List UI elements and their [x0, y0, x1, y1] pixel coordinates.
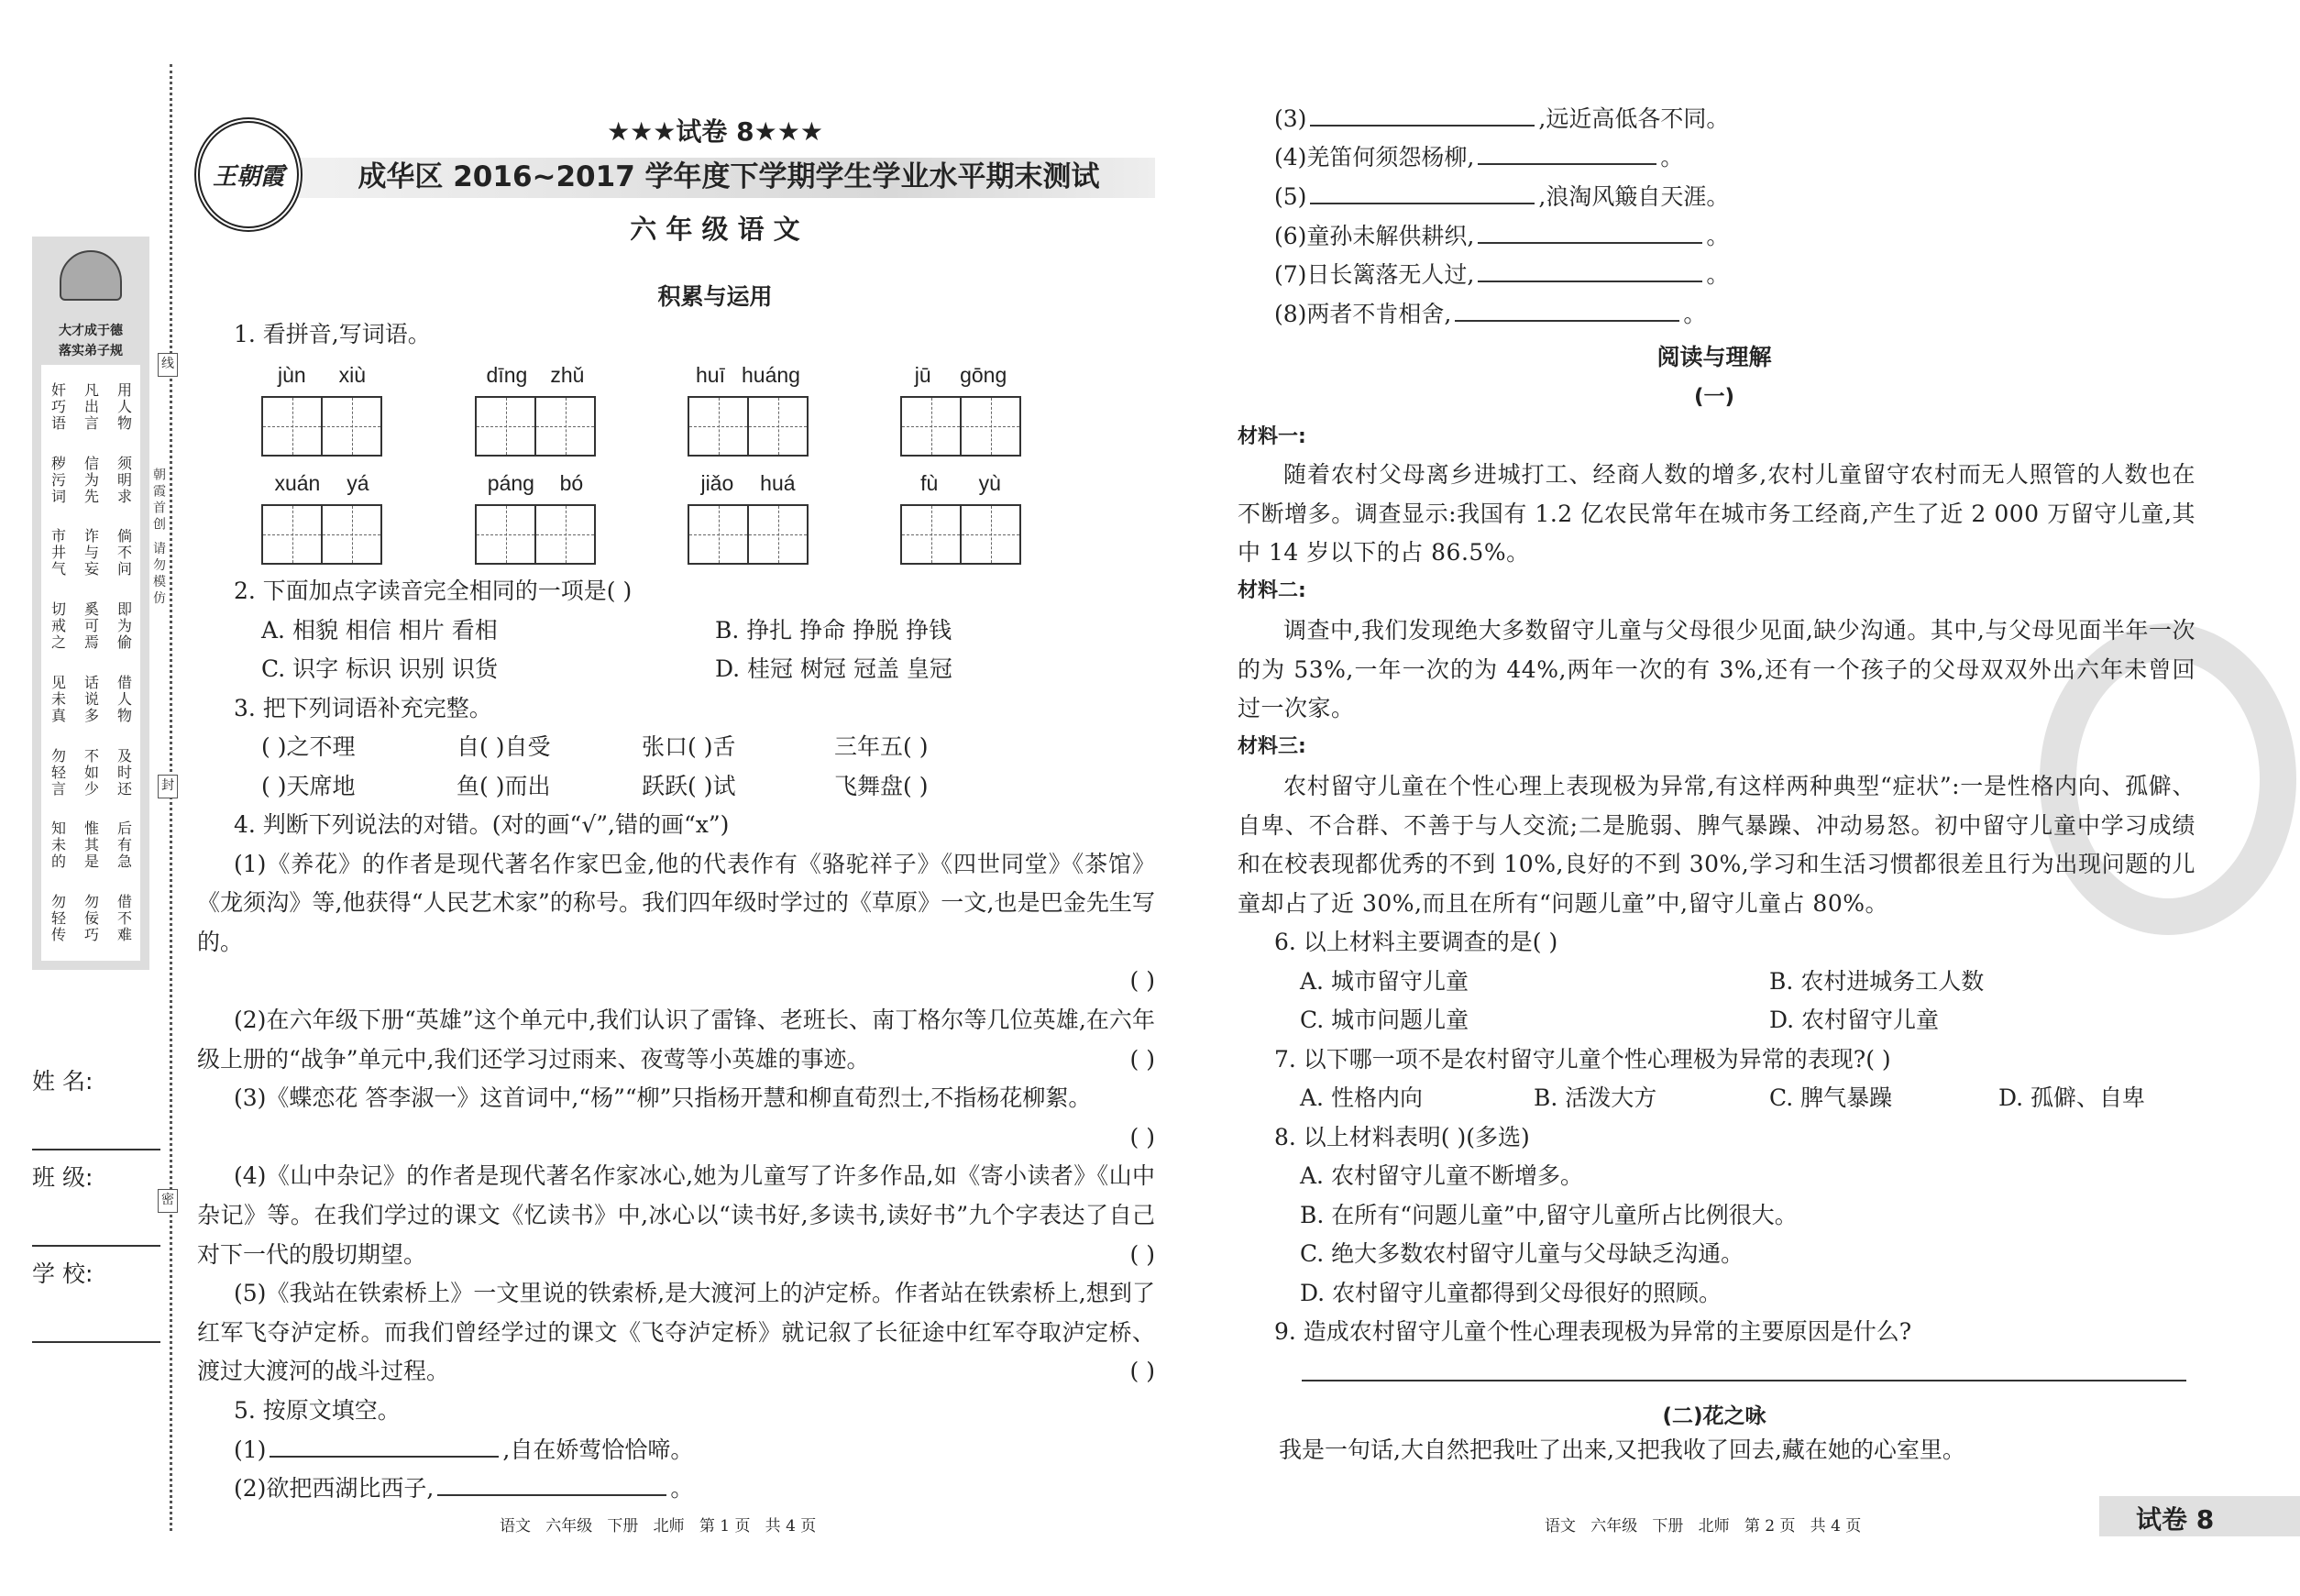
writing-grid[interactable] [475, 504, 596, 565]
pinyin-item: fù yù [900, 471, 1021, 565]
idiom-item: 飞舞盘( ) [834, 773, 929, 799]
fill-blank[interactable] [1455, 296, 1679, 322]
question-3: 3. 把下列词语补充完整。 [234, 695, 492, 721]
answer-paren[interactable]: ( ) [1129, 1123, 1155, 1150]
name-input[interactable] [32, 1109, 160, 1150]
option-c: C. 城市问题儿童 [1300, 1007, 1469, 1033]
material-label: 材料二: [1238, 579, 1306, 602]
pinyin-item: páng bó [475, 471, 596, 565]
fill-item: (1) ,自在娇莺恰恰啼。 [197, 1431, 1155, 1470]
writing-grid[interactable] [688, 396, 809, 457]
option-b: B. 活泼大方 [1534, 1084, 1657, 1111]
pinyin-item: huī huáng [688, 363, 809, 457]
verse-stanza: 切戒之 奚可焉 即为偷 [49, 601, 133, 652]
option-d: D. 桂冠 树冠 冠盖 皇冠 [715, 655, 952, 682]
verse-stanza: 秽污词 信为先 须明求 [49, 455, 133, 505]
writing-grid[interactable] [900, 504, 1021, 565]
judgement-and-fill-section [197, 806, 1155, 1509]
student-info [32, 1063, 160, 1343]
option-c: C. 绝大多数农村留守儿童与父母缺乏沟通。 [1300, 1240, 1744, 1267]
exam-title: 成华区 2016~2017 学年度下学期学生学业水平期末测试 [358, 160, 1100, 193]
fill-blank[interactable] [1310, 179, 1535, 204]
writing-grid[interactable] [900, 396, 1021, 457]
option-b: B. 在所有“问题儿童”中,留守儿童所占比例很大。 [1300, 1202, 1798, 1228]
judgement-item: (4)《山中杂记》的作者是现代著名作家冰心,她为儿童写了许多作品,如《寄小读者》《山中杂记》等。在我们学过的课文《忆读书》中,冰心以“读书好,多读书,读好书”九个字表达了自己对下一代的殷切期望。 ( ) [197, 1157, 1155, 1274]
school-label: 学 校: [32, 1260, 94, 1287]
poem-text: 我是一句话,大自然把我吐了出来,又把我收了回去,藏在她的心室里。 [1279, 1436, 1965, 1463]
motto-line: 落实弟子规 [59, 344, 123, 358]
writing-grid[interactable] [475, 396, 596, 457]
verse-stanza: 市井气 诈与妄 倘不问 [49, 528, 133, 578]
idiom-item: 鱼( )而出 [457, 773, 551, 799]
motto-line: 大才成于德 [59, 324, 123, 338]
writing-grid[interactable] [261, 504, 382, 565]
answer-line[interactable] [1302, 1380, 2186, 1381]
option-c: C. 识字 标识 识别 识货 [261, 655, 498, 682]
part-heading: (二)花之咏 [1662, 1404, 1766, 1428]
option-b: B. 挣扎 挣命 挣脱 挣钱 [715, 617, 952, 644]
judgement-item: (2)在六年级下册“英雄”这个单元中,我们认识了雷锋、老班长、南丁格尔等几位英雄,在六年级上册的“战争”单元中,我们还学习过雨来、夜莺等小英雄的事迹。 ( ) [197, 1001, 1155, 1079]
fill-item: (8)两者不肯相舍, 。 [1274, 295, 1706, 334]
writing-grid[interactable] [688, 504, 809, 565]
option-a: A. 农村留守儿童不断增多。 [1300, 1162, 1583, 1189]
question-5: 5. 按原文填空。 [234, 1396, 401, 1424]
fill-blank[interactable] [270, 1432, 499, 1458]
class-input[interactable] [32, 1205, 160, 1247]
fill-blank[interactable] [437, 1470, 666, 1496]
verse-stanza: 见未真 话说多 借人物 [49, 674, 133, 724]
judgement-item: (1)《养花》的作者是现代著名作家巴金,他的代表作有《骆驼祥子》《四世同堂》《茶馆》《龙须沟》等,他获得“人民艺术家”的称号。我们四年级时学过的《草原》一文,也是巴金先生写的。 [197, 850, 1155, 955]
material-label: 材料三: [1238, 735, 1306, 758]
fill-blank[interactable] [1310, 101, 1535, 127]
fill-item: (5) ,浪淘风簸自天涯。 [1274, 178, 1729, 216]
fill-item: (6)童孙未解供耕织, 。 [1274, 217, 1729, 256]
idiom-item: 跃跃( )试 [642, 773, 736, 799]
school-input[interactable] [32, 1302, 160, 1343]
question-7: 7. 以下哪一项不是农村留守儿童个性心理极为异常的表现?( ) [1274, 1046, 1891, 1073]
material-label: 材料一: [1238, 425, 1306, 448]
binding-mark: 封 [158, 775, 178, 798]
question-1: 1. 看拼音,写词语。 [234, 321, 431, 347]
page-footer: 语文 六年级 下册 北师 第 1 页 共 4 页 [500, 1517, 817, 1535]
pinyin-item: jùn xiù [261, 363, 382, 457]
name-label: 姓 名: [32, 1068, 94, 1095]
fill-blank[interactable] [1478, 139, 1656, 165]
question-6: 6. 以上材料主要调查的是( ) [1274, 929, 1558, 955]
idiom-item: 自( )自受 [457, 733, 551, 760]
brand-logo-text: 王朝霞 [212, 163, 284, 191]
question-9: 9. 造成农村留守儿童个性心理表现极为异常的主要原因是什么? [1274, 1318, 1912, 1345]
page-footer: 语文 六年级 下册 北师 第 2 页 共 4 页 [1545, 1517, 1862, 1535]
paper-number: ★★★试卷 8★★★ [607, 116, 823, 147]
question-4: 4. 判断下列说法的对错。(对的画“√”,错的画“x”) [234, 811, 730, 838]
student-cartoon-icon [60, 250, 122, 301]
part-heading: (一) [1693, 385, 1735, 409]
judgement-item: (5)《我站在铁索桥上》一文里说的铁索桥,是大渡河上的泸定桥。作者站在铁索桥上,想到了红军飞夺泸定桥。而我们曾经学过的课文《飞夺泸定桥》就记叙了长征途中红军夺取泸定桥、渡过大渡河的战斗过程。 ( ) [197, 1274, 1155, 1392]
material-text: 农村留守儿童在个性心理上表现极为异常,有这样两种典型“症状”:一是性格内向、孤僻、自卑、不合群、不善于与人交流;二是脆弱、脾气暴躁、冲动易怒。初中留守儿童中学习成绩和在校表现都优秀的不到 10%,良好的不到 30%,学习和生活习惯都很差且行为出现问题的儿童却占了近 30%,而且在所有“问题儿童”中,留守儿童占 80%。 [1238, 773, 2195, 917]
material-text: 随着农村父母离乡进城打工、经商人数的增多,农村儿童留守农村而无人照管的人数也在不断增多。调查显示:我国有 1.2 亿农民常年在城市务工经商,产生了近 2 000 万留守儿童,其中 14 岁以下的占 86.5%。 [1238, 461, 2195, 567]
binding-mark: 线 [158, 353, 178, 377]
answer-paren[interactable]: ( ) [1129, 1240, 1155, 1268]
judgement-item: (3)《蝶恋花 答李淑一》这首词中,“杨”“柳”只指杨开慧和柳直荀烈士,不指杨花柳絮。 [234, 1084, 1092, 1112]
section-heading: 积累与运用 [657, 283, 773, 310]
option-b: B. 农村进城务工人数 [1769, 968, 1985, 995]
fill-item: (3) ,远近高低各不同。 [1274, 100, 1729, 138]
corner-paper-tag: 试卷 8 [2136, 1504, 2215, 1535]
fill-item: (7)日长篱落无人过, 。 [1274, 256, 1729, 294]
verse-stanza: 勿轻言 不如少 及时还 [49, 747, 133, 798]
verse-stanza: 勿轻传 勿佞巧 借不难 [49, 894, 133, 944]
option-d: D. 农村留守儿童 [1769, 1007, 1940, 1033]
section-heading: 阅读与理解 [1656, 344, 1772, 370]
question-2: 2. 下面加点字读音完全相同的一项是( ) [234, 578, 633, 604]
answer-paren[interactable]: ( ) [1129, 1358, 1155, 1385]
option-d: D. 孤僻、自卑 [1998, 1084, 2146, 1111]
fill-blank[interactable] [1478, 218, 1702, 244]
idiom-item: ( )天席地 [261, 773, 356, 799]
class-label: 班 级: [32, 1164, 94, 1191]
fill-item: (4)羌笛何须怨杨柳, 。 [1274, 138, 1683, 177]
verse-stanza: 知未的 惟其是 后有急 [49, 820, 133, 871]
option-a: A. 城市留守儿童 [1300, 968, 1469, 995]
idiom-item: 三年五( ) [834, 733, 929, 760]
fill-blank[interactable] [1478, 257, 1702, 282]
pinyin-item: xuán yá [261, 471, 382, 565]
answer-paren[interactable]: ( ) [1129, 967, 1155, 995]
writing-grid[interactable] [261, 396, 382, 457]
brand-logo [194, 117, 303, 232]
question-8: 8. 以上材料表明( )(多选) [1274, 1124, 1530, 1150]
option-a: A. 性格内向 [1300, 1084, 1423, 1111]
material-text: 调查中,我们发现绝大多数留守儿童与父母很少见面,缺少沟通。其中,与父母见面半年一次的为 53%,一年一次的为 44%,两年一次的有 3%,还有一个孩子的父母双双外出六年未曾回过一次家。 [1238, 617, 2195, 722]
copyright-notice: 朝霞首创 请勿模仿 [151, 468, 166, 608]
exam-subtitle: 六 年 级 语 文 [630, 214, 800, 245]
idiom-item: ( )之不理 [261, 733, 356, 760]
motto-sidebar [32, 237, 149, 970]
verse-stanza: 奸巧语 凡出言 用人物 [49, 381, 133, 432]
option-a: A. 相貌 相信 相片 看相 [261, 617, 498, 644]
fill-item: (2)欲把西湖比西子, 。 [197, 1469, 1155, 1509]
pinyin-item: jiǎo huá [688, 471, 809, 565]
pinyin-item: dīng zhǔ [475, 363, 596, 457]
option-d: D. 农村留守儿童都得到父母很好的照顾。 [1300, 1280, 1722, 1306]
binding-mark: 密 [158, 1189, 178, 1213]
option-c: C. 脾气暴躁 [1769, 1084, 1893, 1111]
idiom-item: 张口( )舌 [642, 733, 736, 760]
answer-paren[interactable]: ( ) [1129, 1045, 1155, 1073]
pinyin-item: jū gōng [900, 363, 1021, 457]
